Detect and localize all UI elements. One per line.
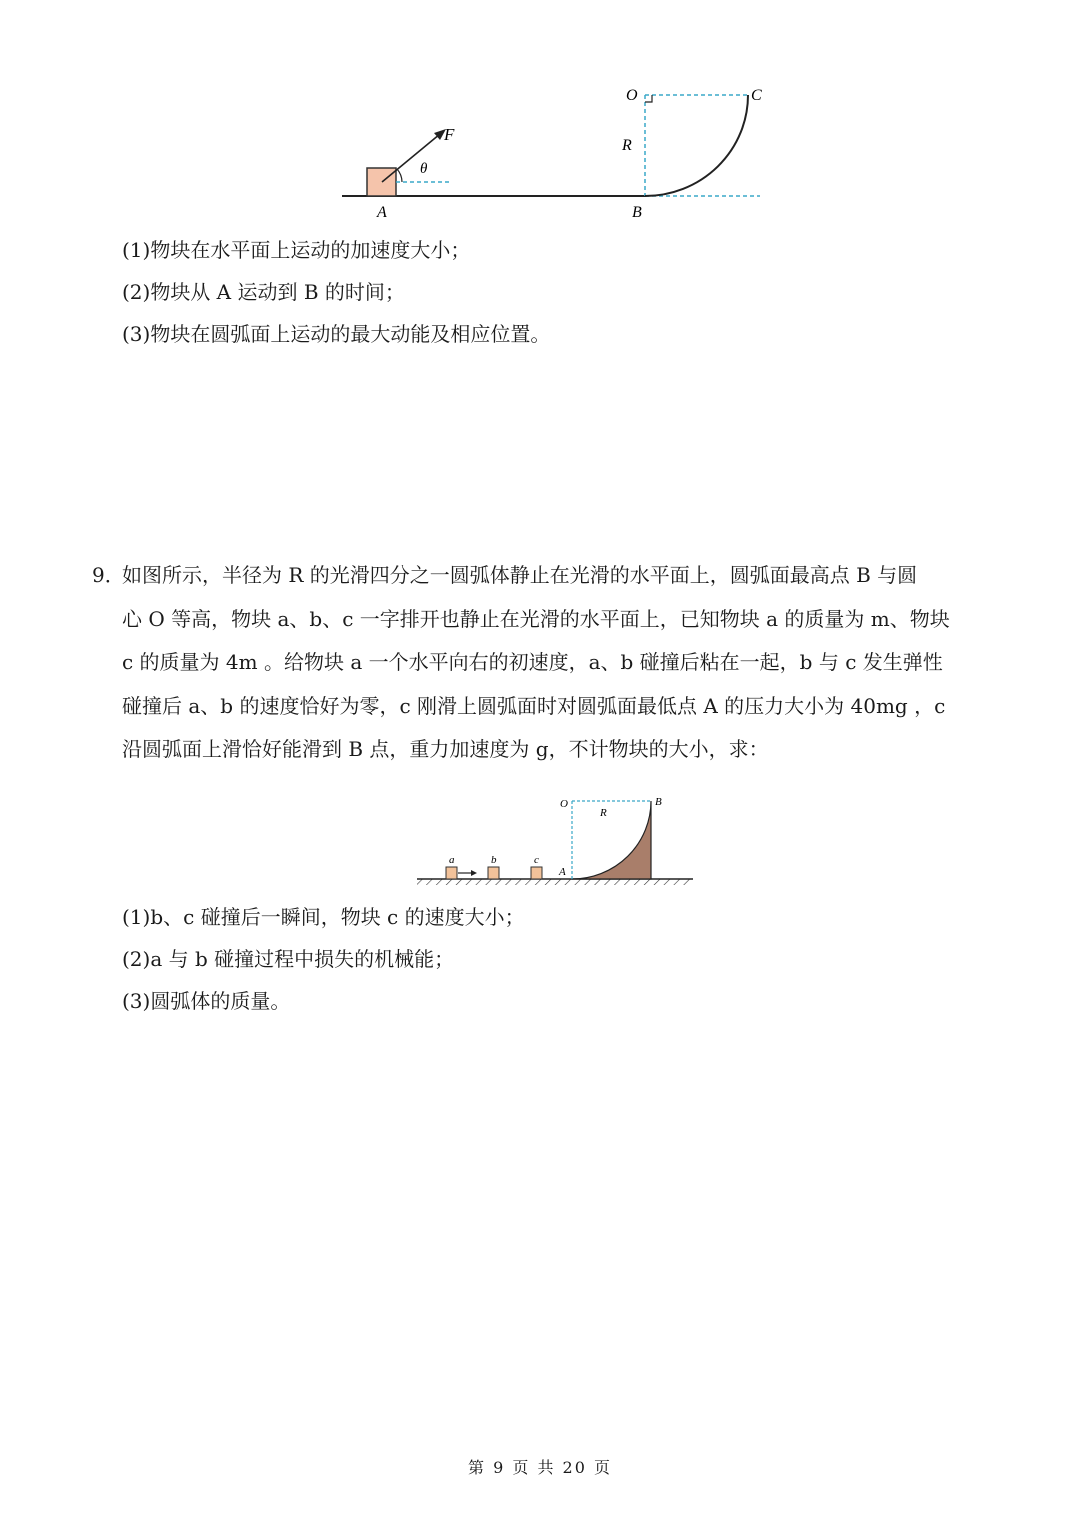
block-c [531,867,542,879]
velocity-arrowhead [471,870,477,876]
label-O: O [560,798,568,810]
block-a [367,168,396,196]
label-F: F [444,125,455,144]
block-b [488,867,499,879]
p9-statement [122,554,992,772]
label-A: A [377,204,387,221]
right-angle-marker [645,95,652,102]
label-O: O [626,87,638,104]
label-B: B [632,204,642,221]
p9-subquestion-1: (1)b、c 碰撞后一瞬间，物块 c 的速度大小； [122,905,525,929]
p9-subquestion-3: (3)圆弧体的质量。 [122,989,291,1013]
label-c: c [534,854,539,866]
force-arrow [382,134,440,182]
label-B: B [655,796,662,808]
p9-line-4: 碰撞后 a、b 的速度恰好为零，c 刚滑上圆弧面时对圆弧面最低点 A 的压力大小为 40mg ，c [122,693,946,718]
p9-subquestion-2: (2)a 与 b 碰撞过程中损失的机械能； [122,947,455,971]
quarter-arc [645,95,748,196]
p9-number: 9． [92,563,125,587]
figure-2-blocks-and-arc-body [412,790,702,890]
p8-subquestion-1: (1)物块在水平面上运动的加速度大小； [122,238,471,262]
p8-subquestion-3: (3)物块在圆弧面上运动的最大动能及相应位置。 [122,322,551,346]
hatched-ground [417,879,693,885]
label-A: A [559,866,566,878]
label-theta: θ [420,161,428,177]
figure-1-block-and-arc [330,78,780,228]
p9-line-2: 心 O 等高，物块 a、b、c 一字排开也静止在光滑的水平面上，已知物块 a 的质量为 m、物块 [122,606,950,631]
label-b: b [491,854,497,866]
label-R: R [622,137,632,154]
label-R: R [600,807,607,819]
arc-body [572,801,651,879]
angle-arc [397,169,402,182]
label-C: C [751,87,762,104]
p9-line-1: 如图所示，半径为 R 的光滑四分之一圆弧体静止在光滑的水平面上，圆弧面最高点 B 与圆 [122,563,918,587]
page-footer: 第 9 页 共 20 页 [468,1458,612,1477]
label-a: a [449,854,455,866]
p9-line-3: c 的质量为 4m 。给物块 a 一个水平向右的初速度，a、b 碰撞后粘在一起，b 与 c 发生弹性 [122,650,943,674]
p9-line-5: 沿圆弧面上滑恰好能滑到 B 点，重力加速度为 g，不计物块的大小，求： [122,737,769,761]
block-a [446,867,457,879]
p8-subquestion-2: (2)物块从 A 运动到 B 的时间； [122,280,405,304]
